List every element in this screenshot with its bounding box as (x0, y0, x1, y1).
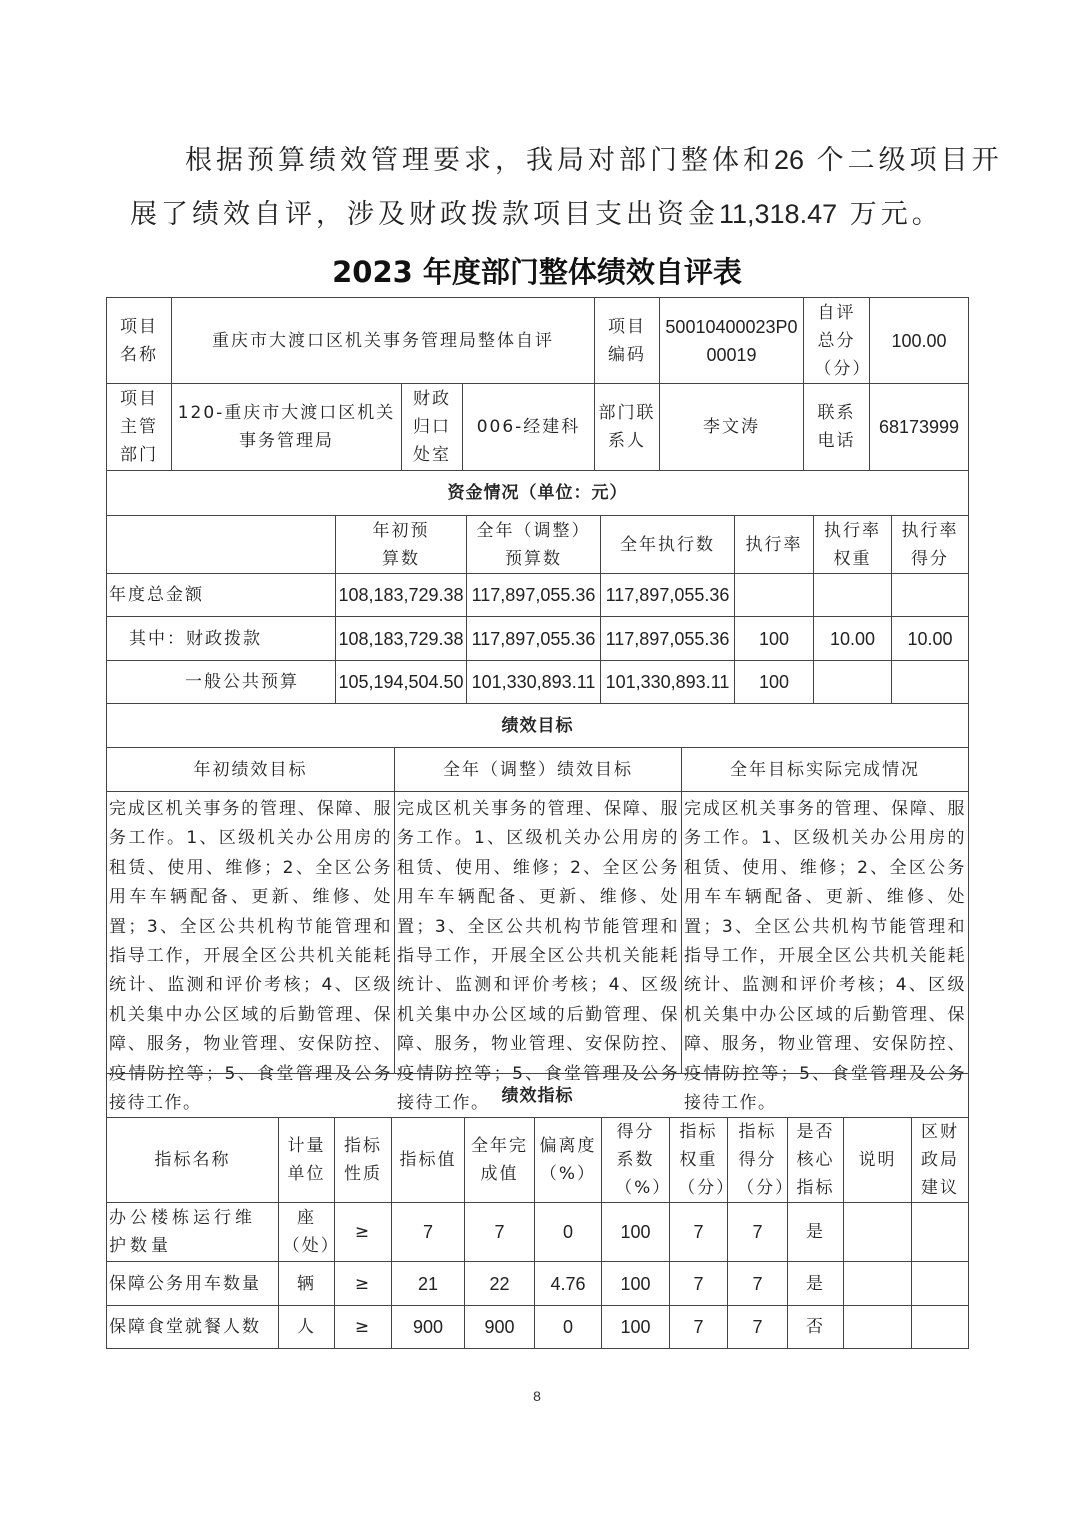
funds-header-adjusted: 全年（调整）预算数 (466, 515, 601, 574)
intro-text: 根据预算绩效管理要求，我局对部门整体和 (185, 145, 774, 176)
funds-cell-weight: 10.00 (813, 616, 892, 661)
ind-cell-target: 7 (391, 1202, 465, 1262)
funds-cell-rate (734, 573, 814, 617)
intro-line-1 (185, 138, 1015, 177)
funds-cell-executed: 101,330,893.11 (600, 660, 735, 704)
ind-cell-unit: 人 (278, 1305, 335, 1349)
funds-cell-adjusted: 117,897,055.36 (466, 573, 601, 617)
page-number: 8 (533, 1388, 541, 1404)
ind-header-nature: 指标性质 (334, 1117, 392, 1203)
self-score: 100.00 (869, 297, 969, 384)
funds-cell-adjusted: 101,330,893.11 (466, 660, 601, 704)
goal-initial-text: 完成区机关事务的管理、保障、服务工作。1、区级机关办公用房的租赁、使用、维修；2、全区公务用车车辆配备、更新、维修、处置；3、全区公共机构节能管理和指导工作，开展全区公共机关能耗统计、监测和评价考核；4、区级机关集中办公区域的后勤管理、保障、服务，物业管理、安保防控、疫情防控等；5、食堂管理及公务接待工作。 (106, 791, 395, 1074)
funds-cell-rate: 100 (734, 660, 814, 704)
ind-cell-score: 7 (727, 1202, 788, 1262)
ind-cell-coef: 100 (601, 1261, 670, 1306)
phone-label: 联系电话 (803, 383, 870, 471)
ind-header-core: 是否核心指标 (787, 1117, 844, 1203)
goals-header-initial: 年初绩效目标 (106, 747, 395, 792)
phone: 68173999 (869, 383, 969, 471)
ind-cell-actual: 900 (464, 1305, 535, 1349)
funds-header-executed: 全年执行数 (600, 515, 735, 574)
indicators-section-title: 绩效指标 (106, 1073, 969, 1118)
ind-cell-name: 保障公务用车数量 (106, 1261, 279, 1306)
goal-adjusted-text: 完成区机关事务的管理、保障、服务工作。1、区级机关办公用房的租赁、使用、维修；2、全区公务用车车辆配备、更新、维修、处置；3、全区公共机构节能管理和指导工作，开展全区公共机关能耗统计、监测和评价考核；4、区级机关集中办公区域的后勤管理、保障、服务，物业管理、安保防控、疫情防控等；5、食堂管理及公务接待工作。 (394, 791, 682, 1074)
ind-cell-coef: 100 (601, 1202, 670, 1262)
project-name: 重庆市大渡口区机关事务管理局整体自评 (171, 297, 595, 384)
ind-header-weight: 指标权重（分） (669, 1117, 728, 1203)
ind-header-coef: 得分系数（%） (601, 1117, 670, 1203)
ind-header-unit: 计量单位 (278, 1117, 335, 1203)
ind-cell-note (843, 1261, 912, 1306)
ind-header-deviation: 偏离度（%） (534, 1117, 602, 1203)
ind-cell-core: 是 (787, 1261, 844, 1306)
funds-header-empty (106, 515, 336, 574)
intro-line-2 (130, 192, 960, 231)
ind-cell-name: 办公楼栋运行维护数量 (106, 1202, 279, 1262)
funds-cell-executed: 117,897,055.36 (600, 616, 735, 661)
project-code-label: 项目编码 (594, 297, 660, 384)
funds-header-rate: 执行率 (734, 515, 814, 574)
ind-cell-nature: ≥ (334, 1202, 392, 1262)
ind-cell-weight: 7 (669, 1202, 728, 1262)
ind-header-score: 指标得分（分） (727, 1117, 788, 1203)
funds-header-initial: 年初预算数 (335, 515, 467, 574)
ind-cell-core: 是 (787, 1202, 844, 1262)
self-score-label: 自评总分（分） (803, 297, 870, 384)
project-name-label: 项目名称 (106, 297, 172, 384)
funds-cell-initial: 105,194,504.50 (335, 660, 467, 704)
funds-cell-adjusted: 117,897,055.36 (466, 616, 601, 661)
ind-cell-name: 保障食堂就餐人数 (106, 1305, 279, 1349)
ind-cell-target: 21 (391, 1261, 465, 1306)
ind-header-note: 说明 (843, 1117, 912, 1203)
ind-cell-target: 900 (391, 1305, 465, 1349)
finance-office: 006-经建科 (462, 383, 595, 471)
goals-header-actual: 全年目标实际完成情况 (681, 747, 969, 792)
ind-cell-weight: 7 (669, 1305, 728, 1349)
ind-cell-advice (911, 1261, 969, 1306)
funds-cell-initial: 108,183,729.38 (335, 616, 467, 661)
funds-header-weight: 执行率权重 (813, 515, 892, 574)
finance-office-label: 财政归口处室 (401, 383, 463, 471)
ind-cell-weight: 7 (669, 1261, 728, 1306)
intro-text: 万元。 (849, 199, 943, 230)
funds-cell-score (891, 573, 969, 617)
ind-cell-deviation: 0 (534, 1202, 602, 1262)
funds-row-label: 年度总金额 (106, 573, 336, 617)
fund-amount: 11,318.47 (719, 199, 838, 229)
ind-cell-unit: 座（处） (278, 1202, 335, 1262)
ind-header-name: 指标名称 (106, 1117, 279, 1203)
project-count: 26 (774, 145, 805, 175)
ind-header-advice: 区财政局建议 (911, 1117, 969, 1203)
ind-header-actual: 全年完成值 (464, 1117, 535, 1203)
ind-cell-core: 否 (787, 1305, 844, 1349)
project-code: 50010400023P000019 (659, 297, 804, 384)
ind-cell-coef: 100 (601, 1305, 670, 1349)
ind-cell-nature: ≥ (334, 1261, 392, 1306)
contact-person: 李文涛 (659, 383, 804, 471)
funds-header-score: 执行率得分 (891, 515, 969, 574)
funds-row-label: 一般公共预算 (106, 660, 336, 704)
document-title: 2023 年度部门整体绩效自评表 (332, 255, 742, 289)
funds-cell-score: 10.00 (891, 616, 969, 661)
ind-cell-actual: 7 (464, 1202, 535, 1262)
ind-header-target: 指标值 (391, 1117, 465, 1203)
goals-section-title: 绩效目标 (106, 703, 969, 748)
ind-cell-deviation: 4.76 (534, 1261, 602, 1306)
contact-label: 部门联系人 (594, 383, 660, 471)
intro-text: 展了绩效自评，涉及财政拨款项目支出资金 (130, 199, 719, 230)
ind-cell-note (843, 1202, 912, 1262)
funds-cell-weight (813, 573, 892, 617)
ind-cell-note (843, 1305, 912, 1349)
funds-cell-initial: 108,183,729.38 (335, 573, 467, 617)
funds-section-title: 资金情况（单位：元） (106, 470, 969, 516)
dept-label: 项目主管部门 (106, 383, 172, 471)
funds-cell-rate: 100 (734, 616, 814, 661)
ind-cell-advice (911, 1305, 969, 1349)
goal-actual-text: 完成区机关事务的管理、保障、服务工作。1、区级机关办公用房的租赁、使用、维修；2、全区公务用车车辆配备、更新、维修、处置；3、全区公共机构节能管理和指导工作，开展全区公共机关能耗统计、监测和评价考核；4、区级机关集中办公区域的后勤管理、保障、服务，物业管理、安保防控、疫情防控等；5、食堂管理及公务接待工作。 (681, 791, 969, 1074)
ind-cell-nature: ≥ (334, 1305, 392, 1349)
funds-cell-score (891, 660, 969, 704)
ind-cell-score: 7 (727, 1305, 788, 1349)
intro-text: 个二级项目开 (816, 145, 1003, 176)
goals-header-adjusted: 全年（调整）绩效目标 (394, 747, 682, 792)
ind-cell-score: 7 (727, 1261, 788, 1306)
funds-cell-executed: 117,897,055.36 (600, 573, 735, 617)
ind-cell-actual: 22 (464, 1261, 535, 1306)
funds-cell-weight (813, 660, 892, 704)
funds-row-label: 其中：财政拨款 (106, 616, 336, 661)
ind-cell-deviation: 0 (534, 1305, 602, 1349)
ind-cell-advice (911, 1202, 969, 1262)
ind-cell-unit: 辆 (278, 1261, 335, 1306)
dept: 120-重庆市大渡口区机关事务管理局 (171, 383, 402, 471)
